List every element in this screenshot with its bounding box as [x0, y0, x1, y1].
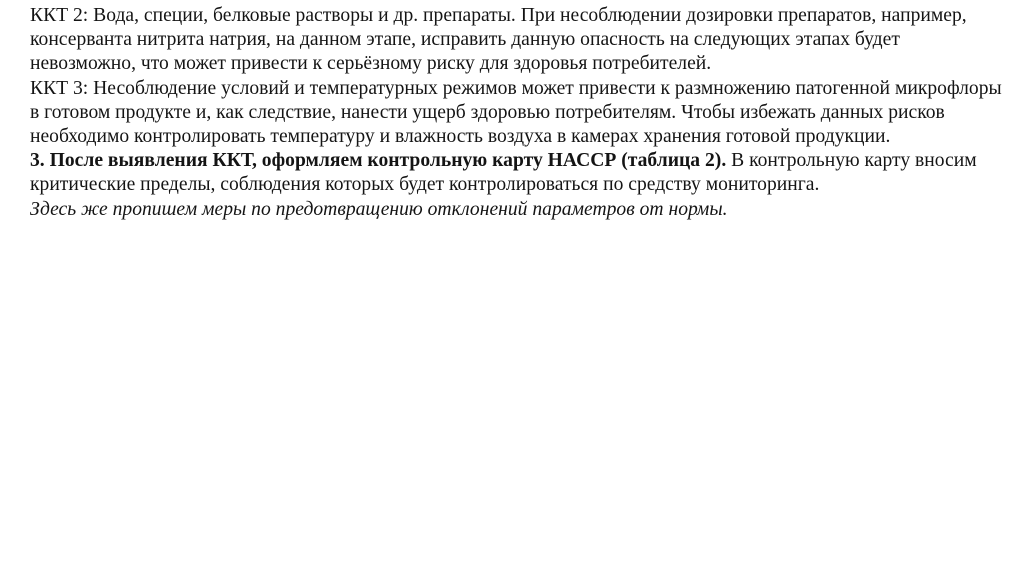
- step3-heading: 3. После выявления ККТ, оформляем контрольную карту НАССР (таблица 2).: [30, 150, 727, 172]
- paragraph-kkt2: ККТ 2: Вода, специи, белковые растворы и др. препараты. При несоблюдении дозировки препаратов, например, консерванта нитрита натрия, на данном этапе, исправить данную опасность на следующих этапах будет невозможно, что может привести к серьёзному риску для здоровья потребителей.: [30, 5, 967, 75]
- paragraph-step3: [30, 149, 1005, 197]
- step3-text: В контрольную карту вносим критические пределы, соблюдения которых будет контролироваться по средству мониторинга.: [30, 150, 977, 196]
- paragraph-step3-note: Здесь же пропишем меры по предотвращению отклонений параметров от нормы.: [30, 198, 728, 220]
- paragraph-kkt3: ККТ 3: Несоблюдение условий и температурных режимов может привести к размножению патогенной микрофлоры в готовом продукте и, как следствие, нанести ущерб здоровью потребителям. Чтобы избежать данных рисков необходимо контролировать температуру и влажность воздуха в камерах хранения готовой продукции.: [30, 77, 1002, 148]
- slide-text-block: [30, 4, 1005, 222]
